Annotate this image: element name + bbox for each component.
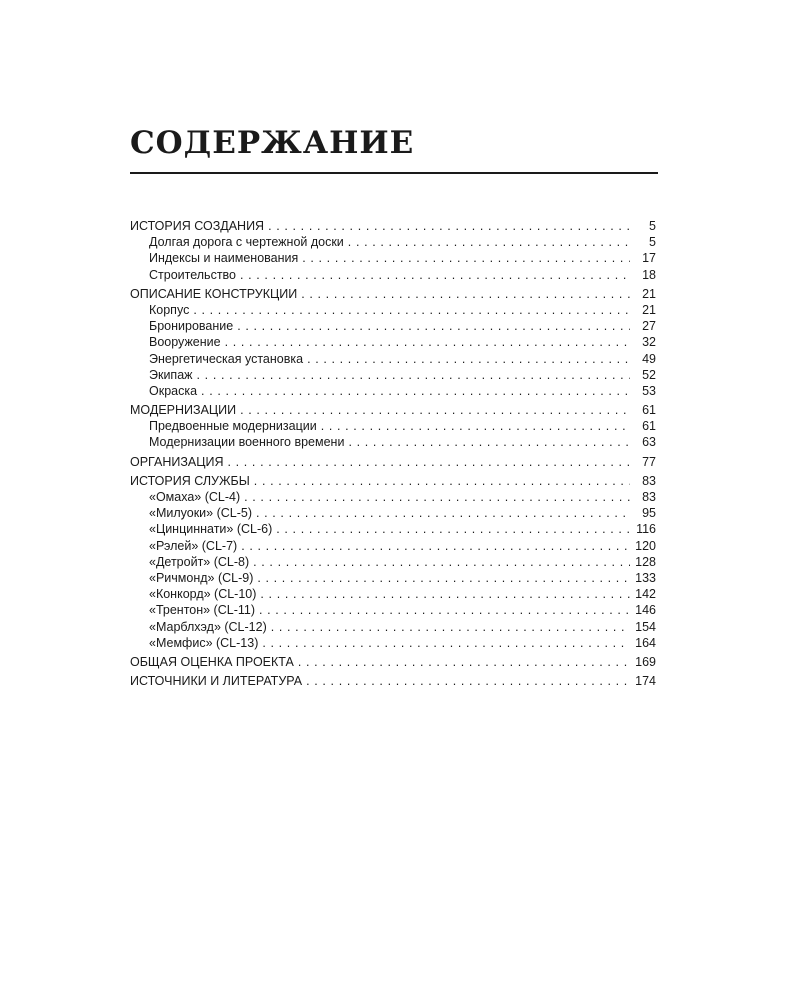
- dot-leader: [301, 286, 630, 302]
- dot-leader: [298, 654, 630, 670]
- toc-entry-page: 169: [635, 654, 656, 669]
- toc-subentry[interactable]: [130, 351, 656, 367]
- toc-subentry[interactable]: [130, 635, 656, 651]
- toc-subentry-page: 21: [642, 302, 656, 317]
- toc-subentry-label: Окраска: [149, 383, 198, 398]
- toc-subentry[interactable]: [130, 489, 656, 505]
- toc-entry-page: 5: [649, 219, 656, 233]
- dot-leader: [268, 218, 630, 234]
- toc-section: [130, 218, 656, 283]
- toc-entry-label: МОДЕРНИЗАЦИИ: [130, 403, 237, 418]
- toc-subentry-label: Предвоенные модернизации: [149, 419, 317, 434]
- toc-subentry[interactable]: [130, 418, 656, 434]
- dot-leader: [253, 554, 630, 570]
- toc-subentry-label: «Ричмонд» (CL-9): [149, 570, 254, 585]
- toc-subentry-label: Строительство: [149, 267, 236, 282]
- toc-entry[interactable]: [130, 286, 656, 302]
- dot-leader: [348, 434, 630, 450]
- toc-subentry-label: Корпус: [149, 302, 190, 317]
- toc-subentry-label: «Трентон» (CL-11): [149, 603, 255, 618]
- toc-section: [130, 473, 656, 651]
- toc-subentry-page: 18: [642, 267, 656, 282]
- toc-subentry-label: Экипаж: [149, 367, 193, 382]
- toc-subentry-page: 5: [649, 235, 656, 250]
- toc-entry-label: ИСТОЧНИКИ И ЛИТЕРАТУРА: [130, 674, 303, 689]
- toc-section: [130, 673, 656, 689]
- dot-leader: [307, 351, 630, 367]
- toc-subentry[interactable]: [130, 505, 656, 521]
- dot-leader: [225, 334, 630, 350]
- toc-entry[interactable]: [130, 218, 656, 234]
- toc-subentry-page: 32: [642, 335, 656, 350]
- toc-subentry-page: 52: [642, 367, 656, 382]
- toc-subentry-page: 63: [642, 435, 656, 450]
- toc-subentry[interactable]: [130, 619, 656, 635]
- toc-subentry-page: 142: [635, 587, 656, 602]
- toc-entry[interactable]: [130, 473, 656, 489]
- toc-subentry-label: «Мемфис» (CL-13): [149, 635, 259, 650]
- toc-entry[interactable]: [130, 454, 656, 470]
- toc-subentry[interactable]: [130, 586, 656, 602]
- toc-subentry-page: 128: [635, 554, 656, 569]
- toc-entry-label: ИСТОРИЯ СОЗДАНИЯ: [130, 219, 265, 233]
- toc-subentry-page: 116: [636, 522, 656, 537]
- toc-subentry[interactable]: [130, 267, 656, 283]
- toc-subentry[interactable]: [130, 367, 656, 383]
- toc-section: [130, 286, 656, 399]
- toc-subentry-page: 83: [642, 490, 656, 504]
- toc-subentry[interactable]: [130, 302, 656, 318]
- title-underline: [130, 172, 658, 174]
- dot-leader: [237, 318, 630, 334]
- toc-subentry[interactable]: [130, 521, 656, 537]
- toc-subentry[interactable]: [130, 383, 656, 399]
- toc-section: [130, 654, 656, 670]
- toc-subentry-page: 133: [635, 570, 656, 585]
- toc-subentry-page: 164: [635, 635, 656, 650]
- dot-leader: [240, 402, 630, 418]
- toc-subentry-label: «Омаха» (CL-4): [149, 490, 241, 504]
- toc-entry-label: ОПИСАНИЕ КОНСТРУКЦИИ: [130, 286, 298, 301]
- toc-entry-page: 83: [642, 473, 656, 488]
- toc-subentry[interactable]: [130, 570, 656, 586]
- toc-subentry[interactable]: [130, 538, 656, 554]
- toc-subentry[interactable]: [130, 250, 656, 266]
- dot-leader: [260, 586, 630, 602]
- toc-subentry-page: 95: [642, 506, 656, 521]
- toc-section: [130, 402, 656, 451]
- dot-leader: [259, 602, 630, 618]
- toc-subentry-page: 17: [642, 251, 656, 266]
- dot-leader: [240, 267, 630, 283]
- toc-subentry-page: 27: [642, 319, 656, 334]
- toc-subentry-label: Энергетическая установка: [149, 351, 304, 366]
- dot-leader: [256, 505, 630, 521]
- toc-subentry-label: «Милуоки» (CL-5): [149, 506, 252, 521]
- toc-subentry-label: «Марблхэд» (CL-12): [149, 619, 267, 634]
- toc-subentry-page: 49: [642, 351, 656, 366]
- toc-entry[interactable]: [130, 673, 656, 689]
- toc-subentry-label: Модернизации военного времени: [149, 435, 345, 450]
- toc-subentry-label: Индексы и наименования: [149, 251, 299, 266]
- dot-leader: [244, 489, 630, 505]
- dot-leader: [302, 250, 630, 266]
- toc-subentry[interactable]: [130, 318, 656, 334]
- toc-entry-page: 77: [642, 454, 656, 469]
- dot-leader: [276, 521, 630, 537]
- dot-leader: [348, 234, 630, 250]
- toc-subentry-page: 146: [635, 603, 656, 618]
- toc-subentry-label: Бронирование: [149, 319, 234, 334]
- dot-leader: [254, 473, 630, 489]
- dot-leader: [257, 570, 630, 586]
- toc-subentry-label: «Рэлей» (CL-7): [149, 538, 238, 553]
- toc-subentry-label: «Конкорд» (CL-10): [149, 587, 257, 602]
- toc-entry[interactable]: [130, 402, 656, 418]
- toc-subentry-label: «Детройт» (CL-8): [149, 554, 250, 569]
- dot-leader: [271, 619, 630, 635]
- toc-entry-page: 61: [642, 403, 656, 418]
- dot-leader: [241, 538, 630, 554]
- toc-subentry-page: 61: [642, 419, 656, 434]
- page-title: СОДЕРЖАНИЕ: [130, 125, 415, 161]
- toc-entry-label: ОБЩАЯ ОЦЕНКА ПРОЕКТА: [130, 654, 294, 669]
- toc-subentry-label: Вооружение: [149, 335, 221, 350]
- toc-subentry[interactable]: [130, 602, 656, 618]
- dot-leader: [321, 418, 630, 434]
- dot-leader: [197, 367, 630, 383]
- toc-section: [130, 454, 656, 470]
- table-of-contents: [130, 218, 656, 692]
- dot-leader: [262, 635, 630, 651]
- dot-leader: [193, 302, 630, 318]
- dot-leader: [306, 673, 630, 689]
- toc-entry-page: 21: [642, 286, 656, 301]
- toc-entry[interactable]: [130, 654, 656, 670]
- toc-subentry-page: 154: [635, 619, 656, 634]
- toc-entry-label: ОРГАНИЗАЦИЯ: [130, 454, 224, 469]
- toc-subentry-label: Долгая дорога с чертежной доски: [149, 235, 344, 250]
- toc-subentry-label: «Цинциннати» (CL-6): [149, 522, 273, 537]
- toc-subentry[interactable]: [130, 334, 656, 350]
- toc-subentry[interactable]: [130, 234, 656, 250]
- dot-leader: [228, 454, 631, 470]
- toc-subentry-page: 120: [635, 538, 656, 553]
- toc-entry-page: 174: [635, 674, 656, 689]
- toc-subentry-page: 53: [642, 383, 656, 398]
- toc-subentry[interactable]: [130, 434, 656, 450]
- toc-entry-label: ИСТОРИЯ СЛУЖБЫ: [130, 473, 250, 488]
- toc-subentry[interactable]: [130, 554, 656, 570]
- dot-leader: [201, 383, 630, 399]
